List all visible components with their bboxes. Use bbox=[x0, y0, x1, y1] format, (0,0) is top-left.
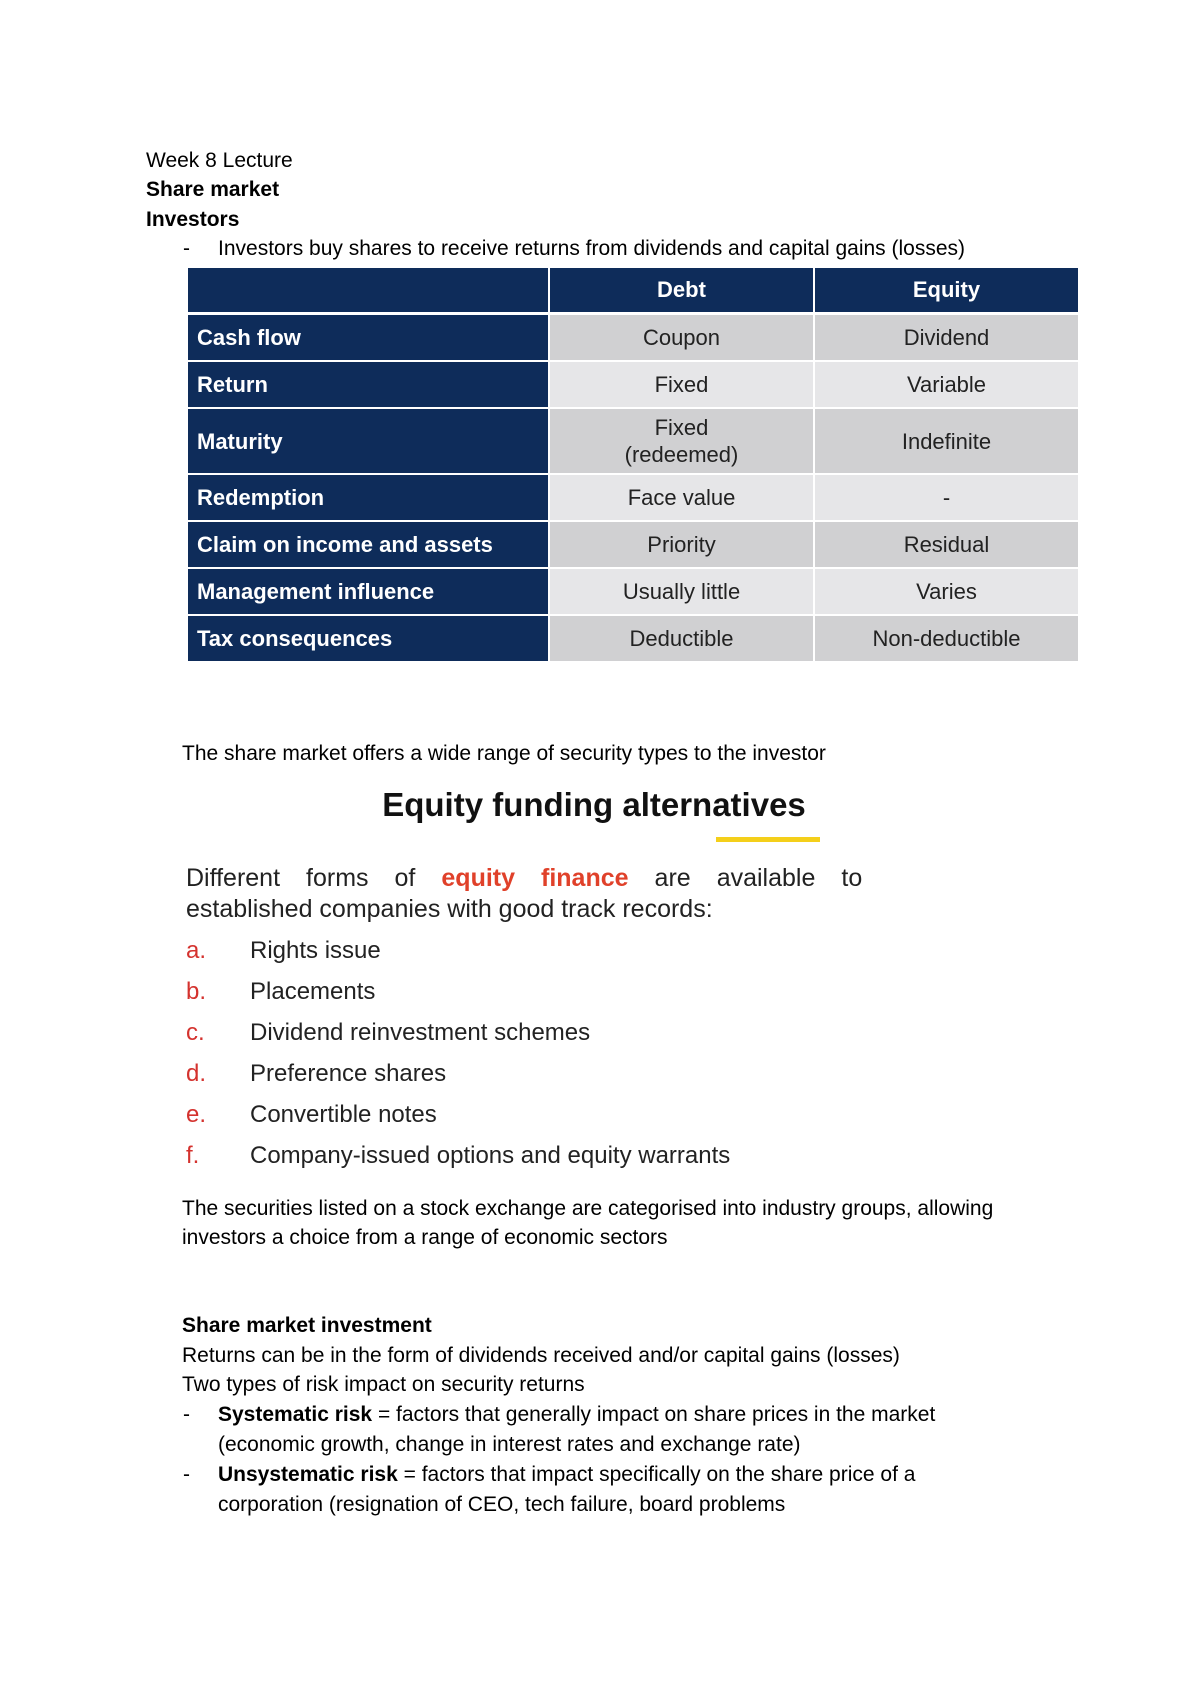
slide-title: Equity funding alternatives bbox=[382, 786, 806, 823]
bullet-marker: - bbox=[183, 1403, 190, 1426]
list-item-text: Dividend reinvestment schemes bbox=[250, 1019, 591, 1046]
table-row bbox=[188, 315, 1078, 362]
equity-cell: Varies bbox=[813, 569, 1078, 616]
row-label: Return bbox=[188, 362, 548, 409]
table-row bbox=[188, 616, 1078, 663]
list-item-text: Placements bbox=[250, 978, 376, 1005]
list-item-letter: c. bbox=[186, 1019, 205, 1046]
table-header-debt: Debt bbox=[548, 268, 813, 315]
debt-cell: Coupon bbox=[548, 315, 813, 362]
intro-word: to bbox=[841, 864, 863, 892]
equity-cell: Dividend bbox=[813, 315, 1078, 362]
section-heading: Investors bbox=[146, 208, 240, 231]
debt-cell: Fixed bbox=[548, 362, 813, 409]
intro-word: are bbox=[654, 864, 691, 892]
list-item-text: Company-issued options and equity warrants bbox=[250, 1142, 731, 1169]
sectors-line1: The securities listed on a stock exchange are categorised into industry groups, allowing bbox=[182, 1197, 994, 1220]
equity-cell: Variable bbox=[813, 362, 1078, 409]
table-header-equity: Equity bbox=[813, 268, 1078, 315]
slide-title-underline bbox=[716, 837, 820, 842]
systematic-risk-def2: (economic growth, change in interest rates and exchange rate) bbox=[218, 1433, 801, 1456]
range-text: The share market offers a wide range of security types to the investor bbox=[182, 742, 826, 765]
debt-cell-line2: (redeemed) bbox=[624, 442, 739, 467]
intro-word: of bbox=[394, 864, 416, 892]
table-row bbox=[188, 522, 1078, 569]
topic-heading: Share market bbox=[146, 178, 280, 201]
list-item-letter: f. bbox=[186, 1142, 200, 1169]
list-item-letter: e. bbox=[186, 1101, 207, 1128]
list-item-text: Rights issue bbox=[250, 937, 381, 964]
investment-line1: Returns can be in the form of dividends received and/or capital gains (losses) bbox=[182, 1344, 900, 1367]
debt-cell-line1: Fixed bbox=[654, 415, 709, 440]
bullet-marker: - bbox=[183, 1463, 190, 1486]
investment-heading: Share market investment bbox=[182, 1314, 432, 1337]
intro-accent-word: equity bbox=[441, 864, 516, 892]
list-item-letter: a. bbox=[186, 937, 207, 964]
table-header-row bbox=[188, 268, 1078, 315]
equity-cell: Residual bbox=[813, 522, 1078, 569]
unsystematic-risk-term: Unsystematic risk bbox=[218, 1463, 398, 1486]
row-label: Redemption bbox=[188, 475, 548, 522]
intro-bullet-text: Investors buy shares to receive returns from dividends and capital gains (losses) bbox=[218, 237, 966, 260]
equity-cell: - bbox=[813, 475, 1078, 522]
unsystematic-risk-def: = factors that impact specifically on the share price of a bbox=[397, 1463, 916, 1486]
table-row bbox=[188, 475, 1078, 522]
list-item-letter: b. bbox=[186, 978, 207, 1005]
debt-cell: Usually little bbox=[548, 569, 813, 616]
list-item-text: Convertible notes bbox=[250, 1101, 437, 1128]
unsystematic-risk-line bbox=[218, 1460, 915, 1490]
list-item-letter: d. bbox=[186, 1060, 207, 1087]
slide-intro-line1 bbox=[186, 863, 862, 894]
list-item-text: Preference shares bbox=[250, 1060, 447, 1087]
table-row bbox=[188, 409, 1078, 475]
row-label: Management influence bbox=[188, 569, 548, 616]
row-label: Tax consequences bbox=[188, 616, 548, 663]
intro-word: Different bbox=[186, 864, 281, 892]
debt-cell: Priority bbox=[548, 522, 813, 569]
row-label: Cash flow bbox=[188, 315, 548, 362]
systematic-risk-def: = factors that generally impact on share prices in the market bbox=[372, 1403, 936, 1426]
debt-cell: Face value bbox=[548, 475, 813, 522]
intro-word: forms bbox=[306, 864, 369, 892]
intro-accent-word: finance bbox=[541, 864, 629, 892]
unsystematic-risk-def2: corporation (resignation of CEO, tech failure, board problems bbox=[218, 1493, 786, 1516]
table-row bbox=[188, 569, 1078, 616]
table-row bbox=[188, 362, 1078, 409]
equity-cell: Non-deductible bbox=[813, 616, 1078, 663]
week-heading: Week 8 Lecture bbox=[146, 149, 293, 172]
systematic-risk-line bbox=[218, 1400, 935, 1430]
equity-cell: Indefinite bbox=[813, 409, 1078, 475]
sectors-line2: investors a choice from a range of economic sectors bbox=[182, 1226, 668, 1249]
slide-intro-line2: established companies with good track records: bbox=[186, 895, 713, 923]
intro-word: available bbox=[716, 864, 816, 892]
row-label: Claim on income and assets bbox=[188, 522, 548, 569]
debt-equity-table bbox=[188, 268, 1078, 663]
debt-cell bbox=[548, 409, 813, 475]
debt-cell: Deductible bbox=[548, 616, 813, 663]
table-header-empty bbox=[188, 268, 548, 315]
row-label: Maturity bbox=[188, 409, 548, 475]
systematic-risk-term: Systematic risk bbox=[218, 1403, 373, 1426]
bullet-marker: - bbox=[183, 237, 190, 260]
investment-line2: Two types of risk impact on security returns bbox=[182, 1373, 585, 1396]
